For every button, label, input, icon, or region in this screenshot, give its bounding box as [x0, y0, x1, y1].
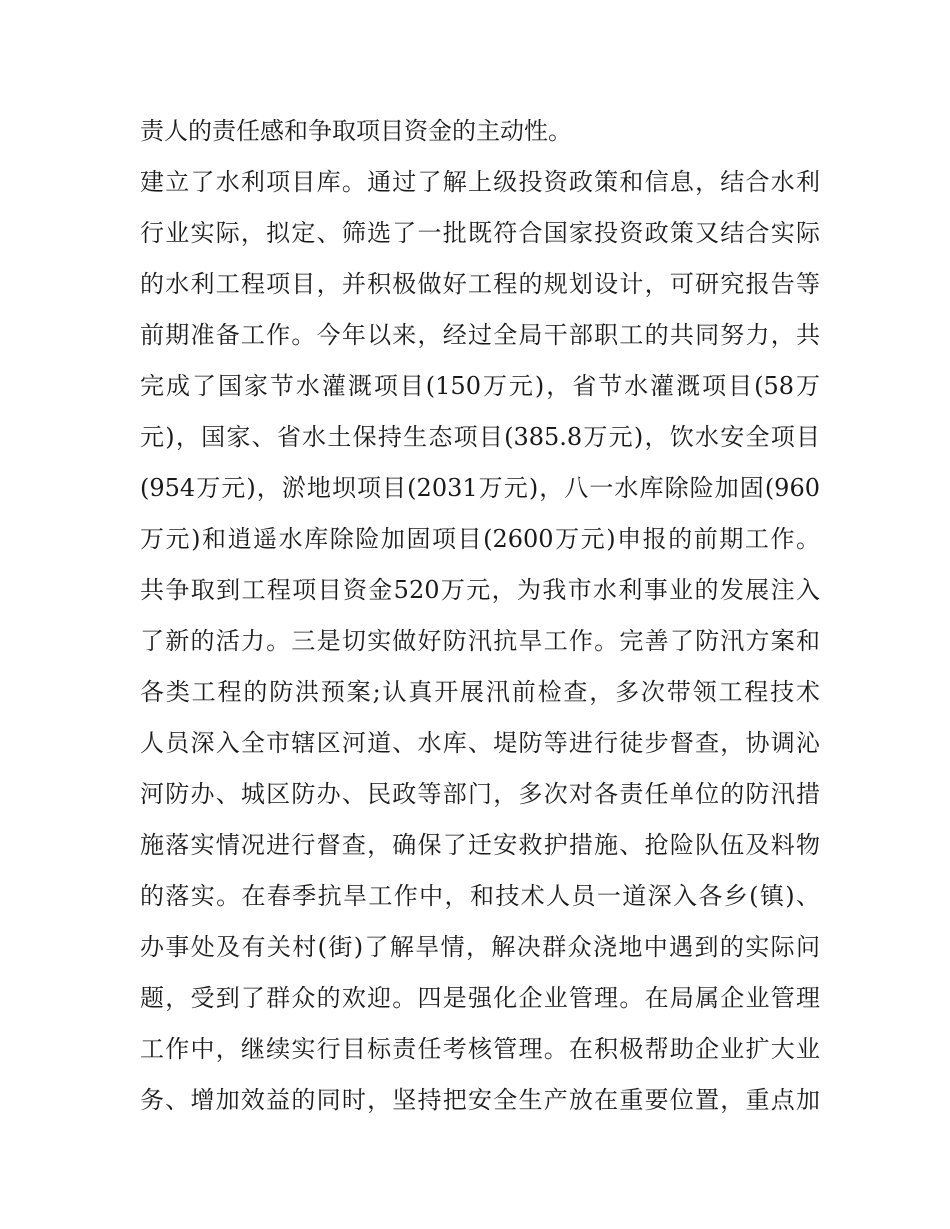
text-line: 的水利工程项目，并积极做好工程的规划设计，可研究报告等 [140, 270, 820, 298]
text-line: 责人的责任感和争取项目资金的主动性。 [140, 117, 572, 145]
text-line: 共争取到工程项目资金520万元，为我市水利事业的发展注入 [140, 576, 820, 604]
text-line: (954万元)，淤地坝项目(2031万元)，八一水库除险加固(960 [140, 474, 820, 502]
text-line: 行业实际，拟定、筛选了一批既符合国家投资政策又结合实际 [140, 219, 820, 247]
text-line: 完成了国家节水灌溉项目(150万元)，省节水灌溉项目(58万 [140, 372, 820, 400]
text-line: 建立了水利项目库。通过了解上级投资政策和信息，结合水利 [140, 168, 820, 196]
text-line: 河防办、城区防办、民政等部门，多次对各责任单位的防汛措 [140, 780, 820, 808]
text-line: 工作中，继续实行目标责任考核管理。在积极帮助企业扩大业 [140, 1035, 820, 1063]
text-line: 了新的活力。三是切实做好防汛抗旱工作。完善了防汛方案和 [140, 627, 820, 655]
text-line: 人员深入全市辖区河道、水库、堤防等进行徒步督查，协调沁 [140, 729, 820, 757]
text-line: 前期准备工作。今年以来，经过全局干部职工的共同努力，共 [140, 321, 820, 349]
text-line: 务、增加效益的同时，坚持把安全生产放在重要位置，重点加 [140, 1086, 820, 1114]
text-line: 各类工程的防洪预案;认真开展汛前检查，多次带领工程技术 [140, 678, 820, 706]
text-line: 施落实情况进行督查，确保了迁安救护措施、抢险队伍及料物 [140, 831, 820, 859]
text-line: 题，受到了群众的欢迎。四是强化企业管理。在局属企业管理 [140, 984, 820, 1012]
text-line: 万元)和逍遥水库除险加固项目(2600万元)申报的前期工作。 [140, 525, 820, 553]
body-text [140, 106, 820, 1126]
text-line: 元)，国家、省水土保持生态项目(385.8万元)，饮水安全项目 [140, 423, 820, 451]
text-line: 的落实。在春季抗旱工作中，和技术人员一道深入各乡(镇)、 [140, 882, 820, 910]
text-line: 办事处及有关村(街)了解旱情，解决群众浇地中遇到的实际问 [140, 933, 820, 961]
